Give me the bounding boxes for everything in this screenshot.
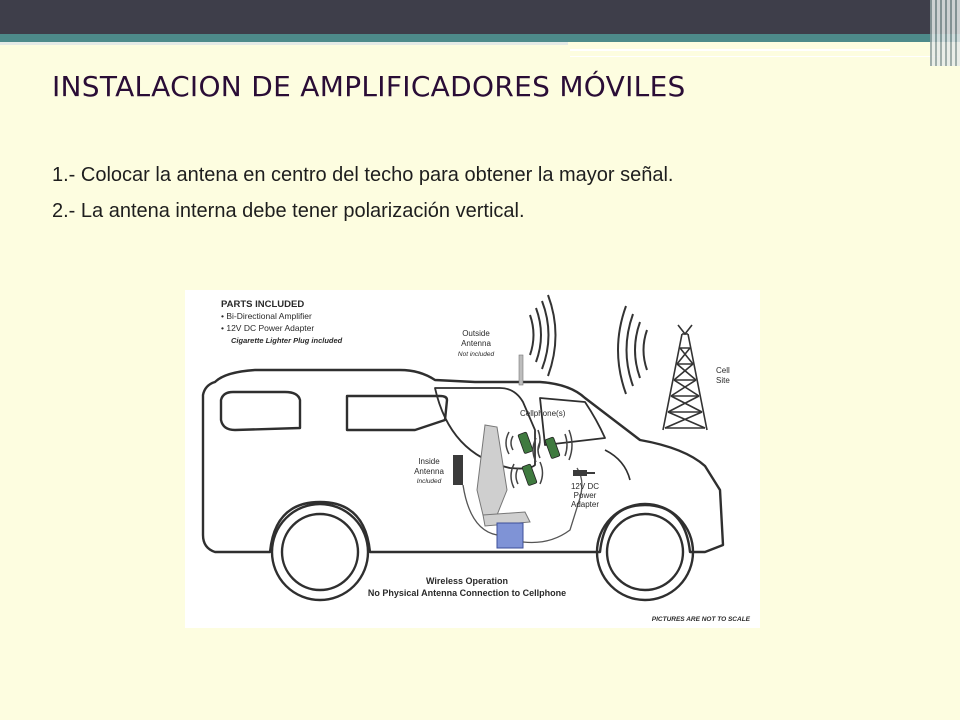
power-adapter-label-1: 12V DC xyxy=(570,482,600,491)
footer-line-1: Wireless Operation xyxy=(426,576,508,586)
front-wheel-icon xyxy=(597,504,693,600)
amplifier-icon xyxy=(497,523,523,548)
inside-antenna-label-1: Inside xyxy=(418,457,440,466)
parts-note: Cigarette Lighter Plug included xyxy=(231,336,343,345)
outside-antenna-label-1: Outside xyxy=(462,329,490,338)
parts-header: PARTS INCLUDED xyxy=(221,299,305,310)
footer-line-2: No Physical Antenna Connection to Cellphone xyxy=(367,588,567,598)
cellphone-icon xyxy=(518,432,560,486)
rear-wheel-icon xyxy=(272,504,368,600)
cell-tower-icon xyxy=(663,325,707,430)
outside-antenna-waves-icon xyxy=(530,295,556,376)
inside-antenna-note: Included xyxy=(416,478,442,485)
bullet-list xyxy=(52,157,673,229)
accent-line xyxy=(0,42,575,45)
cell-site-label-1: Cell xyxy=(716,366,730,375)
accent-band xyxy=(0,34,960,42)
power-adapter-label-2: Power xyxy=(573,491,597,500)
bullet-2: 2.- La antena interna debe tener polarización vertical. xyxy=(52,200,525,222)
accent-line-3 xyxy=(570,56,940,57)
vehicle-diagram xyxy=(185,290,760,628)
cellphone-waves-icon xyxy=(506,430,572,488)
inside-antenna-icon xyxy=(453,455,463,485)
cell-site-label-2: Site xyxy=(716,376,730,385)
accent-line-2 xyxy=(570,49,890,51)
power-adapter-icon xyxy=(573,470,595,476)
cell-tower-waves-icon xyxy=(618,306,647,394)
outside-antenna-label-2: Antenna xyxy=(461,339,491,348)
power-adapter-label-3: Adapter xyxy=(570,500,600,509)
parts-item-1: • Bi-Directional Amplifier xyxy=(221,311,312,321)
bullet-1: 1.- Colocar la antena en centro del techo para obtener la mayor señal. xyxy=(52,164,674,186)
outside-antenna-icon xyxy=(519,355,523,385)
outside-antenna-note: Not included xyxy=(457,351,495,358)
corner-stripes xyxy=(930,0,960,66)
parts-item-2: • 12V DC Power Adapter xyxy=(221,323,315,333)
inside-antenna-label-2: Antenna xyxy=(414,467,444,476)
scale-note: PICTURES ARE NOT TO SCALE xyxy=(651,616,750,623)
slide-title: INSTALACION DE AMPLIFICADORES MÓVILES xyxy=(52,70,686,103)
accent-block xyxy=(568,42,960,62)
cellphones-label: Cellphone(s) xyxy=(520,409,566,418)
header-bar xyxy=(0,0,960,34)
